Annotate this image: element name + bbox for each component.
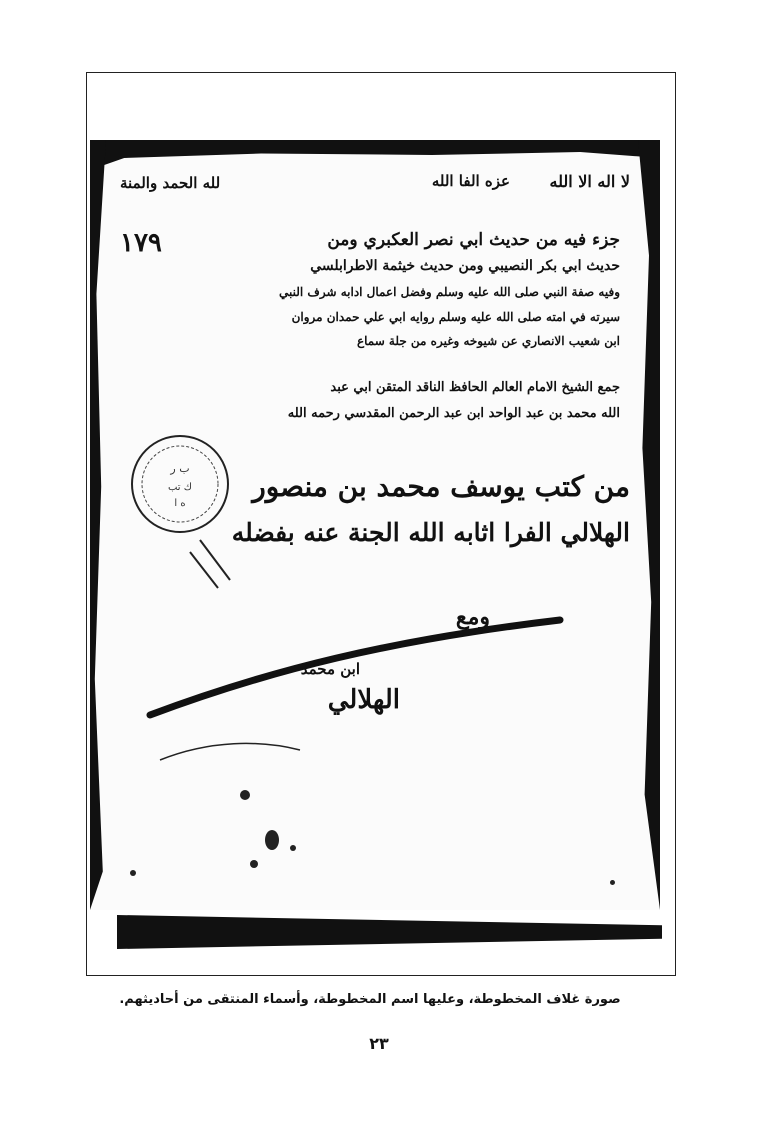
ms-line-2: حديث ابي بكر النصيبي ومن حديث خيثمة الاطرابلسي <box>310 258 620 274</box>
ink-speck <box>265 830 279 850</box>
ms-line-5: ابن شعيب الانصاري عن شيوخه وغيره من جلة سماع <box>356 334 620 348</box>
ownership-seal <box>128 432 232 536</box>
ink-speck <box>610 880 615 885</box>
ms-line-4: سيرته في امته صلى الله عليه وسلم روايه ابي علي حمدان مروان <box>291 310 620 324</box>
ink-speck <box>130 870 136 876</box>
ms-header-right: لا اله الا الله <box>549 172 630 191</box>
ms-signature-1: ابن محمد <box>300 660 360 678</box>
svg-text:ب ر: ب ر <box>170 462 190 475</box>
figure-caption: صورة غلاف المخطوطة، وعليها اسم المخطوطة، وأسماء المنتقى من أحاديثهم. <box>119 992 621 1007</box>
ms-signature-top: ومع <box>455 604 490 630</box>
ms-number: ١٧٩ <box>120 228 162 258</box>
ms-header-middle: عزه الفا الله <box>431 172 510 190</box>
ms-header-left: لله الحمد والمنة <box>120 174 221 192</box>
ms-line-1: جزء فيه من حديث ابي نصر العكبري ومن <box>327 230 620 250</box>
ms-line-3: وفيه صفة النبي صلى الله عليه وسلم وفضل اعمال ادابه شرف النبي <box>279 285 620 299</box>
svg-text:ك تب: ك تب <box>167 482 193 493</box>
page-number: ٢٣ <box>369 1034 389 1053</box>
ms-ownership-line-2: الهلالي الفرا اثابه الله الجنة عنه بفضله <box>231 518 630 547</box>
ink-speck <box>240 790 250 800</box>
ink-speck <box>250 860 258 868</box>
ms-ownership-line-1: من كتب يوسف محمد بن منصور <box>252 470 630 503</box>
ink-speck <box>290 845 296 851</box>
ms-signature-2: الهلالي <box>327 685 400 715</box>
ms-compiler-line-2: الله محمد بن عبد الواحد ابن عبد الرحمن المقدسي رحمه الله <box>287 406 620 421</box>
svg-text:ه ا: ه ا <box>174 498 186 509</box>
ms-compiler-line-1: جمع الشيخ الامام العالم الحافظ الناقد المتقن ابي عبد <box>330 380 620 395</box>
